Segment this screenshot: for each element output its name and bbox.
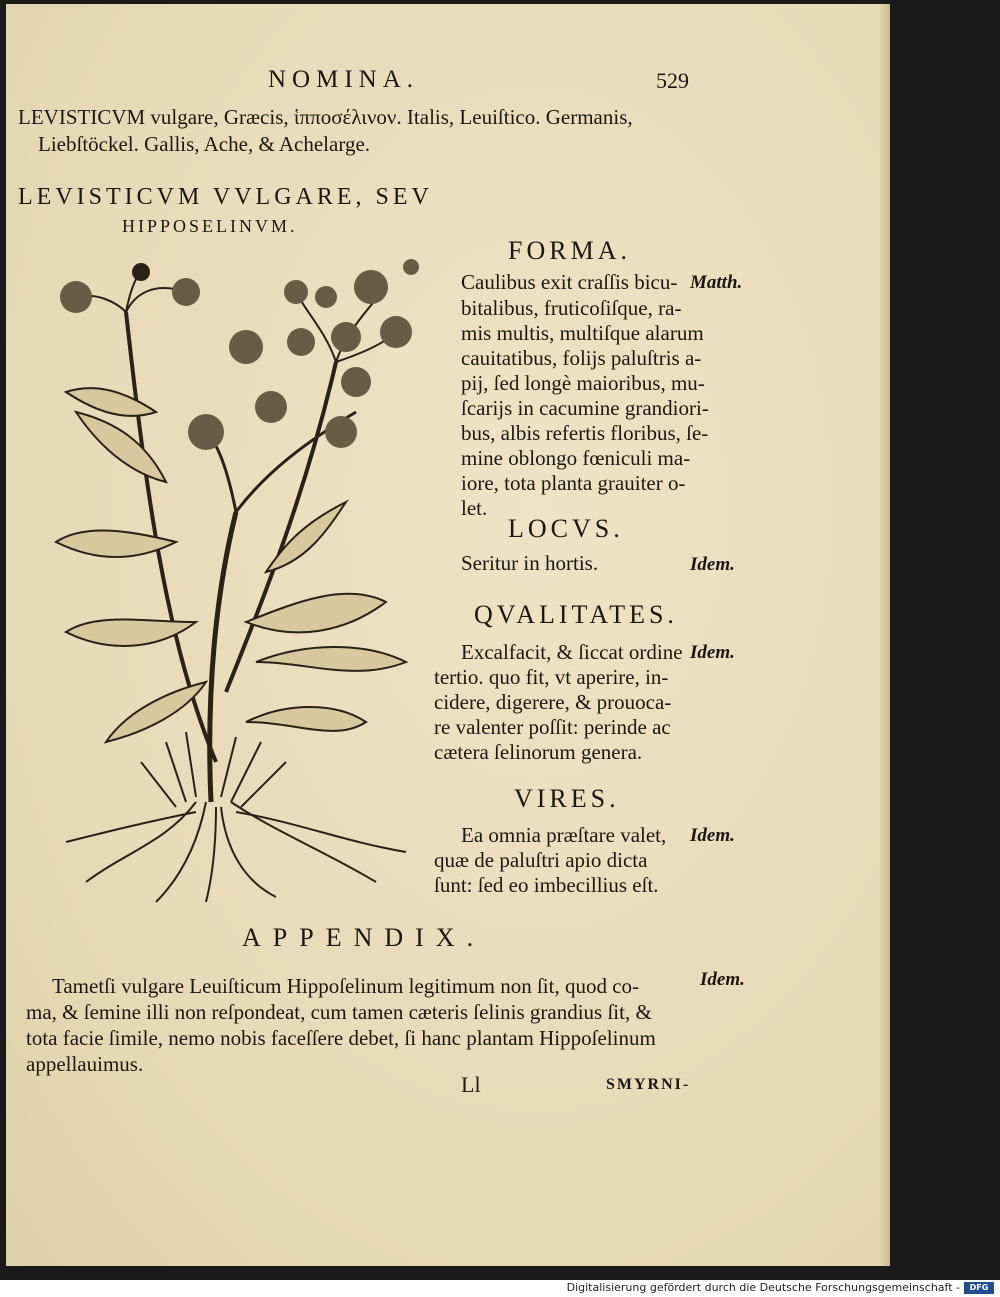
book-page bbox=[6, 4, 890, 1266]
forma-line: let. bbox=[461, 496, 488, 520]
plant-title-line-1: LEVISTICVM VVLGARE, SEV bbox=[18, 184, 433, 210]
appendix-heading: APPENDIX. bbox=[242, 923, 486, 952]
forma-line: cauitatibus, folijs paluſtris a- bbox=[461, 346, 702, 370]
vires-line: Ea omnia præſtare valet, bbox=[461, 823, 667, 847]
page-edge bbox=[880, 4, 890, 1266]
forma-line: mine oblongo fœniculi ma- bbox=[461, 446, 691, 470]
forma-line: bitalibus, fruticoſiſque, ra- bbox=[461, 296, 682, 320]
vires-line: quæ de paluſtri apio dicta bbox=[434, 848, 648, 872]
dfg-logo[interactable]: DFG bbox=[964, 1282, 994, 1294]
forma-line: Caulibus exit craſſis bicu- bbox=[461, 270, 678, 294]
plant-title-line-2: HIPPOSELINVM. bbox=[122, 216, 298, 236]
forma-line: bus, albis refertis floribus, ſe- bbox=[461, 421, 709, 445]
forma-line: ſcarijs in cacumine grandiori- bbox=[461, 396, 709, 420]
appendix-line: appellauimus. bbox=[26, 1052, 144, 1076]
page-number: 529 bbox=[656, 68, 689, 93]
locus-margin-note: Idem. bbox=[690, 554, 735, 575]
vires-line: ſunt: ſed eo imbecillius eſt. bbox=[434, 873, 659, 897]
appendix-line: tota facie ſimile, nemo nobis faceſſere debet, ſi hanc plantam Hippoſelinum bbox=[26, 1026, 656, 1050]
qualitates-line: re valenter poſſit: perinde ac bbox=[434, 715, 671, 739]
forma-line: iore, tota planta grauiter o- bbox=[461, 471, 686, 495]
nomina-line-1: LEVISTICVM vulgare, Græcis, ἱπποσέλινον. Italis, Leuiſtico. Germanis, bbox=[18, 105, 633, 129]
qualitates-line: cidere, digerere, & prouoca- bbox=[434, 690, 672, 714]
forma-heading: FORMA. bbox=[508, 236, 631, 265]
forma-margin-note: Matth. bbox=[690, 272, 743, 293]
vires-margin-note: Idem. bbox=[690, 825, 735, 846]
footer-credit: Digitalisierung gefördert durch die Deutsche Forschungsgemeinschaft - bbox=[566, 1281, 960, 1294]
signature-mark: Ll bbox=[461, 1072, 481, 1097]
qualitates-margin-note: Idem. bbox=[690, 642, 735, 663]
qualitates-line: tertio. quo fit, vt aperire, in- bbox=[434, 665, 669, 689]
nomina-line-2: Liebſtöckel. Gallis, Ache, & Achelarge. bbox=[38, 132, 371, 156]
appendix-line: ma, & ſemine illi non reſpondeat, cum tamen cæteris ſelinis grandius ſit, & bbox=[26, 1000, 652, 1024]
forma-line: pij, ſed longè maioribus, mu- bbox=[461, 371, 705, 395]
qualitates-heading: QVALITATES. bbox=[474, 600, 678, 629]
digitization-footer bbox=[0, 1280, 1000, 1297]
page-heading: NOMINA. bbox=[268, 66, 420, 93]
qualitates-line: Excalfacit, & ſiccat ordine bbox=[461, 640, 683, 664]
appendix-line: Tametſi vulgare Leuiſticum Hippoſelinum legitimum non ſit, quod co- bbox=[52, 974, 640, 998]
catchword: SMYRNI- bbox=[606, 1076, 691, 1093]
vires-heading: VIRES. bbox=[514, 784, 620, 813]
plant-woodcut-illustration bbox=[46, 242, 441, 907]
locus-heading: LOCVS. bbox=[508, 514, 624, 543]
qualitates-line: cætera ſelinorum genera. bbox=[434, 740, 643, 764]
forma-line: mis multis, multiſque alarum bbox=[461, 321, 704, 345]
locus-line: Seritur in hortis. bbox=[461, 551, 599, 575]
appendix-margin-note: Idem. bbox=[700, 969, 745, 990]
